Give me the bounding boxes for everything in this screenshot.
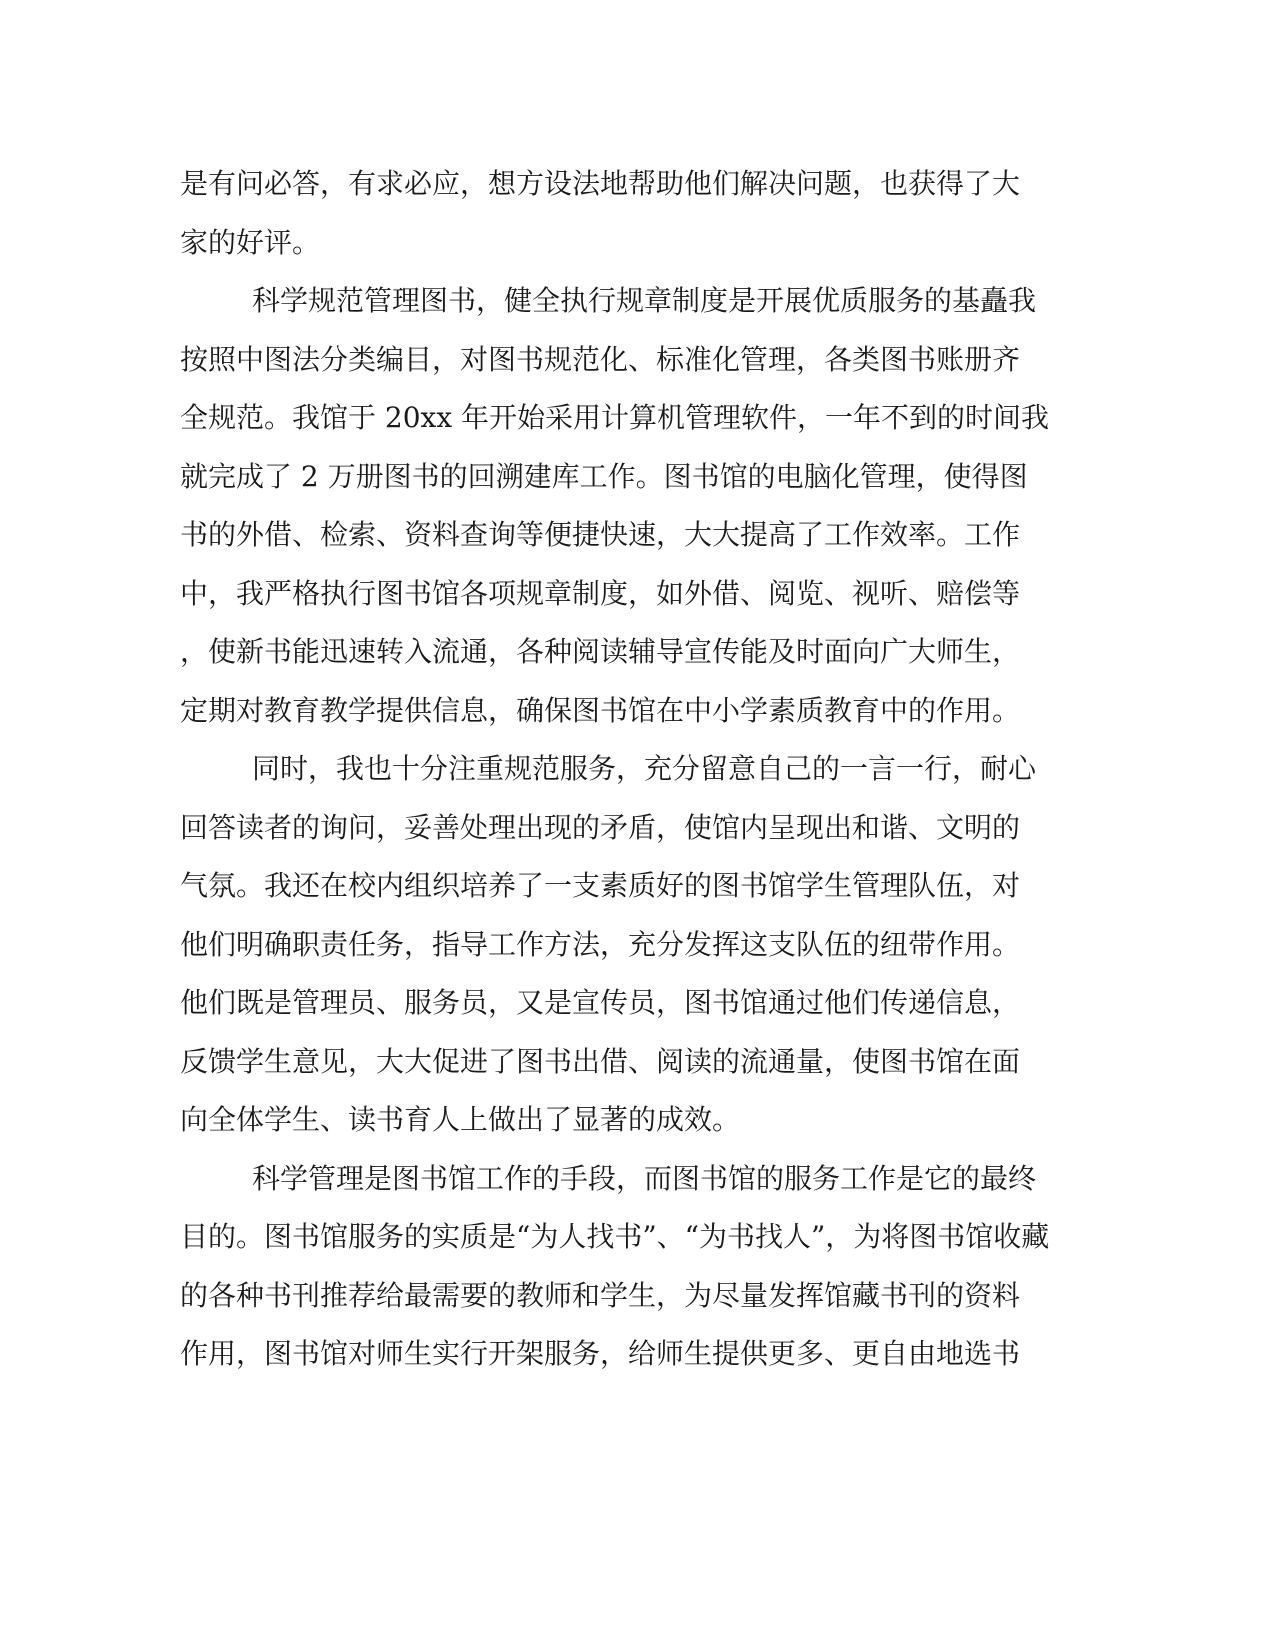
text-line: 全规范。我馆于 20xx 年开始采用计算机管理软件，一年不到的时间我 <box>180 401 1050 434</box>
text-line: 中，我严格执行图书馆各项规章制度，如外借、阅览、视听、赔偿等 <box>180 576 1021 610</box>
paragraph-first-line: 科学管理是图书馆工作的手段，而图书馆的服务工作是它的最终 <box>252 1161 1037 1195</box>
text-line: 作用，图书馆对师生实行开架服务，给师生提供更多、更自由地选书 <box>180 1337 1021 1370</box>
text-line: 定期对教育教学提供信息，确保图书馆在中小学素质教育中的作用。 <box>180 693 1021 727</box>
text-line: 目的。图书馆服务的实质是“为人找书”、“为书找人”，为将图书馆收藏 <box>180 1220 1050 1253</box>
text-line: 他们既是管理员、服务员，又是宣传员，图书馆通过他们传递信息， <box>180 986 1021 1019</box>
text-line: 他们明确职责任务，指导工作方法，充分发挥这支队伍的纽带作用。 <box>180 927 1021 961</box>
text-line: 是有问必答，有求必应，想方设法地帮助他们解决问题，也获得了大 <box>180 167 1021 200</box>
text-line: 就完成了 2 万册图书的回溯建库工作。图书馆的电脑化管理，使得图 <box>180 459 1028 493</box>
paragraph-first-line: 同时，我也十分注重规范服务，充分留意自己的一言一行，耐心 <box>252 752 1037 785</box>
text-line: 回答读者的询问，妥善处理出现的矛盾，使馆内呈现出和谐、文明的 <box>180 810 1021 844</box>
text-line: ，使新书能迅速转入流通，各种阅读辅导宣传能及时面向广大师生， <box>180 635 1021 668</box>
text-line: 家的好评。 <box>180 225 321 259</box>
text-line: 的各种书刊推荐给最需要的教师和学生，为尽量发挥馆藏书刊的资料 <box>180 1278 1021 1312</box>
text-line: 按照中图法分类编目，对图书规范化、标准化管理，各类图书账册齐 <box>180 342 1021 376</box>
text-line: 向全体学生、读书育人上做出了显著的成效。 <box>180 1103 741 1136</box>
paragraph-first-line: 科学规范管理图书，健全执行规章制度是开展优质服务的基矗我 <box>252 284 1037 317</box>
document-body <box>180 155 1050 1384</box>
text-line: 气氛。我还在校内组织培养了一支素质好的图书馆学生管理队伍，对 <box>180 869 1021 902</box>
text-line: 书的外借、检索、资料查询等便捷快速，大大提高了工作效率。工作 <box>180 518 1021 551</box>
text-line: 反馈学生意见，大大促进了图书出借、阅读的流通量，使图书馆在面 <box>180 1044 1021 1078</box>
